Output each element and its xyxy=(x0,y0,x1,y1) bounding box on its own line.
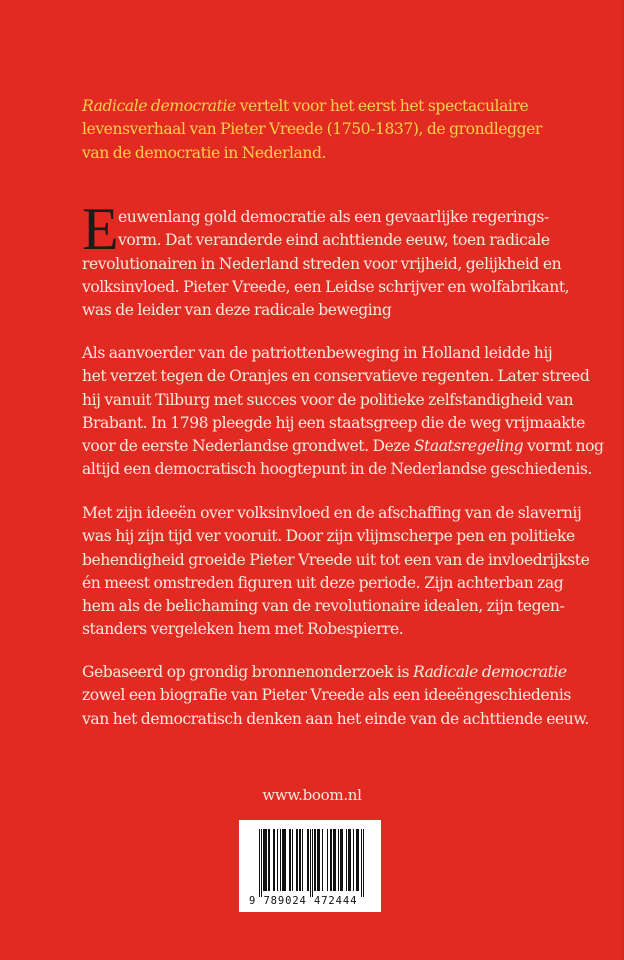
paragraph-3-line: Als aanvoerder van de patriottenbeweging in Holland leidde hij xyxy=(82,344,553,362)
paragraph-3-line: hij vanuit Tilburg met succes voor de politieke zelfstandigheid van xyxy=(82,390,574,409)
paragraph-3-line: het verzet tegen de Oranjes en conservatieve regenten. Later streed xyxy=(82,367,590,386)
publisher-url: www.boom.nl xyxy=(262,786,362,804)
paragraph-3-line: altijd een democratisch hoogtepunt in de Nederlandse geschiedenis. xyxy=(82,460,592,479)
book-title-italic: Radicale democratie xyxy=(412,663,567,681)
isbn-barcode xyxy=(239,820,381,912)
paragraph-4-line: Met zijn ideeën over volksinvloed en de afschaffing van de slavernij xyxy=(82,504,582,522)
intro-line-2: levensverhaal van Pieter Vreede (1750-1837), de grondlegger xyxy=(82,120,542,139)
paragraph-3-line: voor de eerste Nederlandse grondwet. Deze Staatsregeling vormt nog xyxy=(82,437,604,456)
barcode-bars xyxy=(259,829,365,895)
paragraph-2 xyxy=(82,206,624,322)
paragraph-2-line: volksinvloed. Pieter Vreede, een Leidse schrijver en wolfabrikant, xyxy=(82,277,570,296)
paragraph-5-line: Gebaseerd op grondig bronnenonderzoek is Radicale democratie xyxy=(82,663,567,681)
paragraph-2-line: euwenlang gold democratie als een gevaarlijke regerings- xyxy=(118,208,549,226)
paragraph-4-line: hem als de belichaming van de revolutionaire idealen, zijn tegen- xyxy=(82,597,565,616)
paragraph-5-line: zowel een biografie van Pieter Vreede als een ideeëngeschiedenis xyxy=(82,686,571,705)
paragraph-4-line: was hij zijn tijd ver vooruit. Door zijn vlijmscherpe pen en politieke xyxy=(82,527,575,546)
book-title-italic: Radicale democratie xyxy=(82,97,236,115)
intro-paragraph xyxy=(82,95,624,165)
drop-cap: E xyxy=(82,196,119,262)
paragraph-5 xyxy=(82,661,624,731)
paragraph-2-line: vorm. Dat veranderde eind achttiende eeuw, toen radicale xyxy=(118,231,550,250)
paragraph-3-line: Brabant. In 1798 pleegde hij een staatsgreep die de weg vrijmaakte xyxy=(82,413,585,432)
intro-line-1: Radicale democratie vertelt voor het eerst het spectaculaire xyxy=(82,97,529,115)
paragraph-2-line: was de leider van deze radicale beweging xyxy=(82,301,392,320)
paragraph-2-line: revolutionairen in Nederland streden voor vrijheid, gelijkheid en xyxy=(82,254,562,273)
paragraph-4-line: standers vergeleken hem met Robespierre. xyxy=(82,620,404,639)
paragraph-4-line: behendigheid groeide Pieter Vreede uit tot een van de invloedrijkste xyxy=(82,550,590,569)
paragraph-5-line: van het democratisch denken aan het einde van de achttiende eeuw. xyxy=(82,709,589,728)
isbn-digits: 9 789024 472444 xyxy=(249,895,358,907)
paragraph-4 xyxy=(82,502,624,642)
intro-line-3: van de democratie in Nederland. xyxy=(82,143,327,162)
paragraph-3 xyxy=(82,342,624,482)
barcode-bar xyxy=(363,829,364,897)
staatsregeling-italic: Staatsregeling xyxy=(413,437,524,456)
paragraph-4-line: én meest omstreden figuren uit deze periode. Zijn achterban zag xyxy=(82,573,564,592)
